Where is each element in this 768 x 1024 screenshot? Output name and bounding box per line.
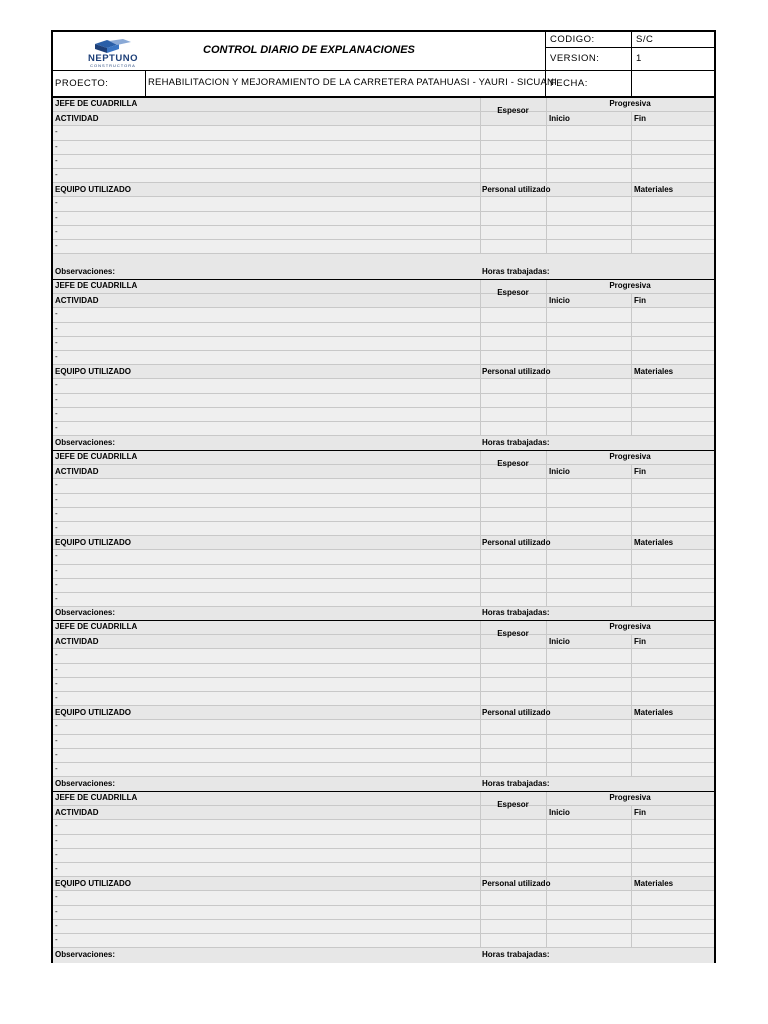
- control-sheet: [51, 30, 716, 963]
- horas-trabajadas-label: Horas trabajadas:: [482, 779, 550, 788]
- actividad-item-dash: -: [55, 494, 58, 504]
- grid-row: [53, 212, 714, 226]
- actividad-item-dash: -: [55, 835, 58, 845]
- actividad-item-dash: -: [55, 664, 58, 674]
- observaciones-row[interactable]: [53, 777, 714, 792]
- grid-row: [53, 508, 714, 522]
- espesor-label: Espesor: [497, 800, 529, 809]
- grid-row: [53, 593, 714, 607]
- actividad-item-dash: -: [55, 678, 58, 688]
- grid-row: [53, 126, 714, 140]
- progresiva-label: Progresiva: [609, 793, 651, 802]
- actividad-item-dash: -: [55, 352, 58, 361]
- observaciones-label: Observaciones:: [55, 950, 116, 959]
- grid-row: [53, 522, 714, 536]
- horas-trabajadas-label: Horas trabajadas:: [482, 267, 550, 276]
- column-line: [631, 294, 632, 436]
- equipo-utilizado-label: EQUIPO UTILIZADO: [55, 707, 131, 717]
- grid-row: [53, 635, 714, 649]
- crew-section: [53, 792, 714, 963]
- materiales-label: Materiales: [634, 707, 674, 717]
- grid-row: [53, 692, 714, 706]
- grid-row: [53, 579, 714, 593]
- observaciones-row[interactable]: [53, 948, 714, 963]
- fecha-field[interactable]: [631, 70, 714, 98]
- actividad-item-dash: -: [55, 155, 58, 165]
- personal-utilizado-label: Personal utilizado: [482, 366, 551, 376]
- espesor-label: Espesor: [497, 459, 529, 468]
- equipo-item-dash: -: [55, 226, 58, 236]
- equipo-item-dash: -: [55, 749, 58, 759]
- horas-trabajadas-label: Horas trabajadas:: [482, 608, 550, 617]
- grid-row: [53, 649, 714, 663]
- equipo-item-dash: -: [55, 408, 58, 418]
- actividad-item-dash: -: [55, 323, 58, 333]
- proyecto-value: REHABILITACION Y MEJORAMIENTO DE LA CARRETERA PATAHUASI - YAURI - SICUANI: [145, 70, 545, 98]
- column-line: [631, 635, 632, 777]
- equipo-item-dash: -: [55, 892, 58, 902]
- actividad-label: ACTIVIDAD: [55, 807, 99, 817]
- equipo-item-dash: -: [55, 906, 58, 916]
- grid-row: [53, 877, 714, 891]
- personal-utilizado-label: Personal utilizado: [482, 184, 551, 194]
- equipo-item-dash: -: [55, 920, 58, 930]
- column-line: [480, 792, 481, 948]
- espesor-label: Espesor: [497, 288, 529, 297]
- equipo-item-dash: -: [55, 394, 58, 404]
- grid-row: [53, 479, 714, 493]
- equipo-utilizado-label: EQUIPO UTILIZADO: [55, 366, 131, 376]
- grid-row: [53, 112, 714, 126]
- grid-row: [53, 294, 714, 308]
- jefe-cuadrilla-label: JEFE DE CUADRILLA: [55, 281, 138, 290]
- grid-row: [53, 351, 714, 365]
- grid-row: [53, 664, 714, 678]
- crew-section: [53, 98, 714, 280]
- fin-label: Fin: [634, 807, 646, 817]
- equipo-item-dash: -: [55, 594, 58, 603]
- espesor-label: Espesor: [497, 106, 529, 115]
- logo-subtext: CONSTRUCTORA: [90, 63, 136, 68]
- actividad-item-dash: -: [55, 337, 58, 347]
- equipo-item-dash: -: [55, 423, 58, 432]
- grid-row: [53, 735, 714, 749]
- grid-row: [53, 565, 714, 579]
- actividad-item-dash: -: [55, 821, 58, 831]
- materiales-label: Materiales: [634, 537, 674, 547]
- equipo-item-dash: -: [55, 565, 58, 575]
- observaciones-label: Observaciones:: [55, 438, 116, 447]
- grid-row: [53, 379, 714, 393]
- grid-row: [53, 337, 714, 351]
- grid-row: [53, 197, 714, 211]
- grid-row: [53, 323, 714, 337]
- grid-row: [53, 678, 714, 692]
- actividad-item-dash: -: [55, 650, 58, 660]
- actividad-item-dash: -: [55, 849, 58, 859]
- actividad-item-dash: -: [55, 864, 58, 873]
- version-label: VERSION:: [545, 48, 631, 70]
- grid-row: [53, 749, 714, 763]
- inicio-label: Inicio: [549, 807, 570, 817]
- horas-trabajadas-label: Horas trabajadas:: [482, 438, 550, 447]
- column-line: [480, 621, 481, 777]
- version-value: 1: [631, 48, 714, 70]
- grid-row: [53, 365, 714, 379]
- personal-utilizado-label: Personal utilizado: [482, 878, 551, 888]
- equipo-item-dash: -: [55, 380, 58, 390]
- actividad-item-dash: -: [55, 127, 58, 137]
- actividad-label: ACTIVIDAD: [55, 113, 99, 123]
- espesor-label: Espesor: [497, 629, 529, 638]
- actividad-label: ACTIVIDAD: [55, 466, 99, 476]
- materiales-label: Materiales: [634, 878, 674, 888]
- actividad-item-dash: -: [55, 480, 58, 490]
- jefe-cuadrilla-label: JEFE DE CUADRILLA: [55, 452, 138, 461]
- column-line: [631, 112, 632, 254]
- jefe-cuadrilla-label: JEFE DE CUADRILLA: [55, 622, 138, 631]
- grid-row: [53, 849, 714, 863]
- actividad-label: ACTIVIDAD: [55, 295, 99, 305]
- progresiva-label: Progresiva: [609, 622, 651, 631]
- grid-row: [53, 550, 714, 564]
- column-line: [480, 98, 481, 254]
- grid-row: [53, 891, 714, 905]
- grid-row: [53, 226, 714, 240]
- equipo-item-dash: -: [55, 212, 58, 222]
- observaciones-row[interactable]: [53, 607, 714, 621]
- actividad-item-dash: -: [55, 170, 58, 179]
- grid-row: [53, 820, 714, 834]
- grid-row: [53, 408, 714, 422]
- proyecto-label: PROECTO:: [55, 78, 109, 89]
- actividad-item-dash: -: [55, 693, 58, 702]
- grid-row: [53, 465, 714, 479]
- grid-row: [53, 183, 714, 197]
- grid-row: [53, 308, 714, 322]
- equipo-item-dash: -: [55, 579, 58, 589]
- grid-row: [53, 835, 714, 849]
- actividad-item-dash: -: [55, 508, 58, 518]
- grid-row: [53, 169, 714, 183]
- grid-row: [53, 706, 714, 720]
- grid-row: [53, 920, 714, 934]
- grid-row: [53, 863, 714, 877]
- equipo-item-dash: -: [55, 735, 58, 745]
- fecha-label: FECHA:: [545, 70, 631, 98]
- equipo-item-dash: -: [55, 551, 58, 561]
- fin-label: Fin: [634, 636, 646, 646]
- grid-row: [53, 394, 714, 408]
- column-line: [631, 465, 632, 607]
- logo-wordmark: NEPTUNO: [88, 53, 138, 64]
- personal-utilizado-label: Personal utilizado: [482, 707, 551, 717]
- codigo-value: S/C: [631, 32, 714, 48]
- fin-label: Fin: [634, 113, 646, 123]
- grid-row: [53, 155, 714, 169]
- observaciones-label: Observaciones:: [55, 779, 116, 788]
- equipo-item-dash: -: [55, 764, 58, 773]
- codigo-label: CODIGO:: [545, 32, 631, 48]
- equipo-item-dash: -: [55, 198, 58, 208]
- equipo-utilizado-label: EQUIPO UTILIZADO: [55, 184, 131, 194]
- materiales-label: Materiales: [634, 184, 674, 194]
- form-title: CONTROL DIARIO DE EXPLANACIONES: [203, 43, 415, 56]
- equipo-utilizado-label: EQUIPO UTILIZADO: [55, 537, 131, 547]
- progresiva-label: Progresiva: [609, 99, 651, 108]
- actividad-item-dash: -: [55, 309, 58, 319]
- actividad-item-dash: -: [55, 141, 58, 151]
- crew-section: [53, 280, 714, 451]
- column-line: [480, 280, 481, 436]
- form-header: [53, 32, 714, 100]
- company-logo: [53, 32, 198, 70]
- grid-row: [53, 422, 714, 436]
- fin-label: Fin: [634, 295, 646, 305]
- inicio-label: Inicio: [549, 636, 570, 646]
- crew-section: [53, 621, 714, 792]
- grid-row: [53, 720, 714, 734]
- observaciones-row[interactable]: [53, 254, 714, 280]
- materiales-label: Materiales: [634, 366, 674, 376]
- equipo-item-dash: -: [55, 721, 58, 731]
- equipo-item-dash: -: [55, 241, 58, 250]
- progresiva-label: Progresiva: [609, 281, 651, 290]
- actividad-item-dash: -: [55, 523, 58, 532]
- logo-cube-icon: [73, 38, 153, 54]
- horas-trabajadas-label: Horas trabajadas:: [482, 950, 550, 959]
- progresiva-label: Progresiva: [609, 452, 651, 461]
- equipo-item-dash: -: [55, 935, 58, 944]
- actividad-label: ACTIVIDAD: [55, 636, 99, 646]
- inicio-label: Inicio: [549, 113, 570, 123]
- grid-row: [53, 536, 714, 550]
- observaciones-label: Observaciones:: [55, 608, 116, 617]
- grid-row: [53, 934, 714, 948]
- personal-utilizado-label: Personal utilizado: [482, 537, 551, 547]
- observaciones-row[interactable]: [53, 436, 714, 451]
- jefe-cuadrilla-label: JEFE DE CUADRILLA: [55, 99, 138, 108]
- column-line: [480, 451, 481, 607]
- grid-row: [53, 494, 714, 508]
- crew-section: [53, 451, 714, 621]
- grid-row: [53, 806, 714, 820]
- column-line: [631, 806, 632, 948]
- grid-row: [53, 763, 714, 777]
- observaciones-label: Observaciones:: [55, 267, 116, 276]
- grid-row: [53, 240, 714, 254]
- jefe-cuadrilla-label: JEFE DE CUADRILLA: [55, 793, 138, 802]
- fin-label: Fin: [634, 466, 646, 476]
- inicio-label: Inicio: [549, 466, 570, 476]
- grid-row: [53, 906, 714, 920]
- inicio-label: Inicio: [549, 295, 570, 305]
- equipo-utilizado-label: EQUIPO UTILIZADO: [55, 878, 131, 888]
- grid-row: [53, 141, 714, 155]
